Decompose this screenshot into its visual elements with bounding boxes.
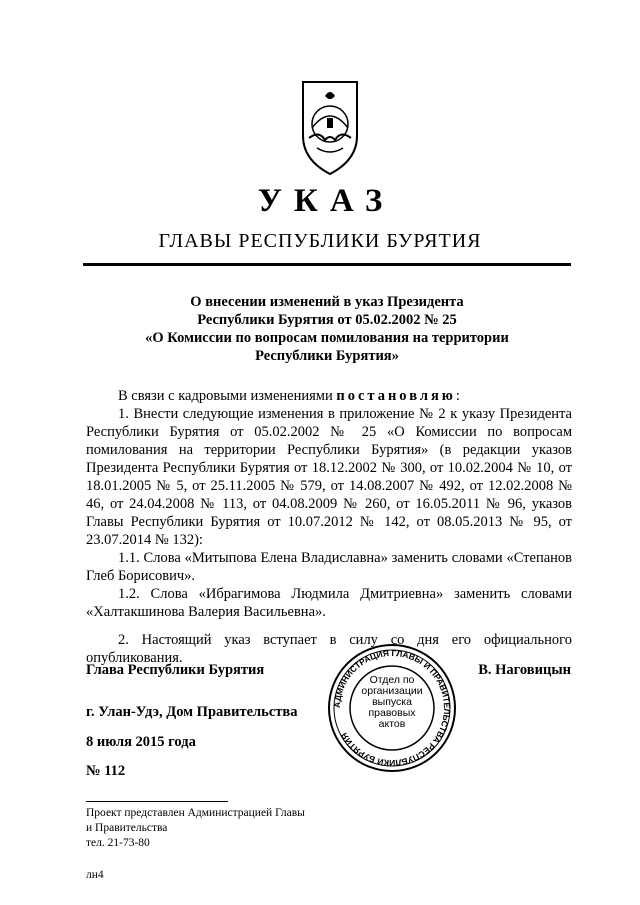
- decree-word: постановляю: [336, 388, 456, 404]
- footer-line: и Правительства: [86, 822, 168, 834]
- stamp-center-text: [351, 675, 433, 730]
- decree-heading: [83, 293, 571, 365]
- signatory-name: В. Наговицын: [478, 662, 571, 678]
- footer-note: [86, 806, 305, 851]
- document-title: УКАЗ: [257, 183, 395, 219]
- footer-line: тел. 21-73-80: [86, 837, 150, 849]
- item-1-2-paragraph: 1.2. Слова «Ибрагимова Людмила Дмитриевна» заменить словами «Халтакшинова Валерия Васильевна».: [86, 586, 572, 620]
- heading-line: Республики Бурятия от 05.02.2002 № 25: [197, 312, 457, 328]
- coat-of-arms-emblem: [297, 78, 363, 178]
- stamp-line: правовых: [368, 707, 416, 719]
- heading-line: Республики Бурятия»: [255, 348, 399, 364]
- footer-line: Проект представлен Администрацией Главы: [86, 807, 305, 819]
- decree-body: [86, 387, 572, 667]
- stamp-line: актов: [378, 718, 406, 730]
- stamp-line: Отдел по: [369, 674, 415, 686]
- stamp-ring-text: АДМИНИСТРАЦИЯ ГЛАВЫ И ПРАВИТЕЛЬСТВА РЕСПУБЛИКИ БУРЯТИЯ: [331, 647, 453, 769]
- stamp-line: организации: [361, 685, 423, 697]
- decree-number: № 112: [86, 763, 126, 779]
- intro-paragraph: [86, 387, 572, 405]
- document-code: лн4: [86, 869, 104, 881]
- intro-text: В связи с кадровыми изменениями: [118, 388, 333, 404]
- item-1-paragraph: 1. Внести следующие изменения в приложение № 2 к указу Президента Республики Бурятия от 05.02.2002 № 25 «О Комиссии по вопросам помилования на территории Республики Бурятия» (в редакции указов Президента Республики Бурятия от 18.12.2002 № 300, от 10.02.2004 № 10, от 18.01.2005 № 5, от 25.11.2005 № 579, от 14.08.2007 № 492, от 12.02.2008 № 46, от 24.04.2008 № 113, от 04.08.2009 № 260, от 16.05.2011 № 96, указов Главы Республики Бурятия от 10.07.2012 № 142, от 08.05.2013 № 95, от 23.07.2014 № 132):: [86, 406, 572, 548]
- stamp-line: выпуска: [372, 696, 412, 708]
- intro-colon: :: [455, 388, 460, 404]
- document-subtitle: ГЛАВЫ РЕСПУБЛИКИ БУРЯТИЯ: [158, 230, 482, 252]
- signatory-position: Глава Республики Бурятия: [86, 662, 265, 678]
- heading-line: О внесении изменений в указ Президента: [190, 294, 464, 310]
- footer-divider: [86, 801, 228, 802]
- signing-place: г. Улан-Удэ, Дом Правительства: [86, 704, 298, 720]
- item-2-paragraph: 2. Настоящий указ вступает в силу со дня его официального опубликования.: [86, 632, 572, 666]
- heading-line: «О Комиссии по вопросам помилования на территории: [145, 330, 509, 346]
- item-1-1-paragraph: 1.1. Слова «Митыпова Елена Владиславна» заменить словами «Степанов Глеб Борисович».: [86, 550, 572, 584]
- signing-date: 8 июля 2015 года: [86, 734, 196, 750]
- header-divider: [83, 263, 571, 266]
